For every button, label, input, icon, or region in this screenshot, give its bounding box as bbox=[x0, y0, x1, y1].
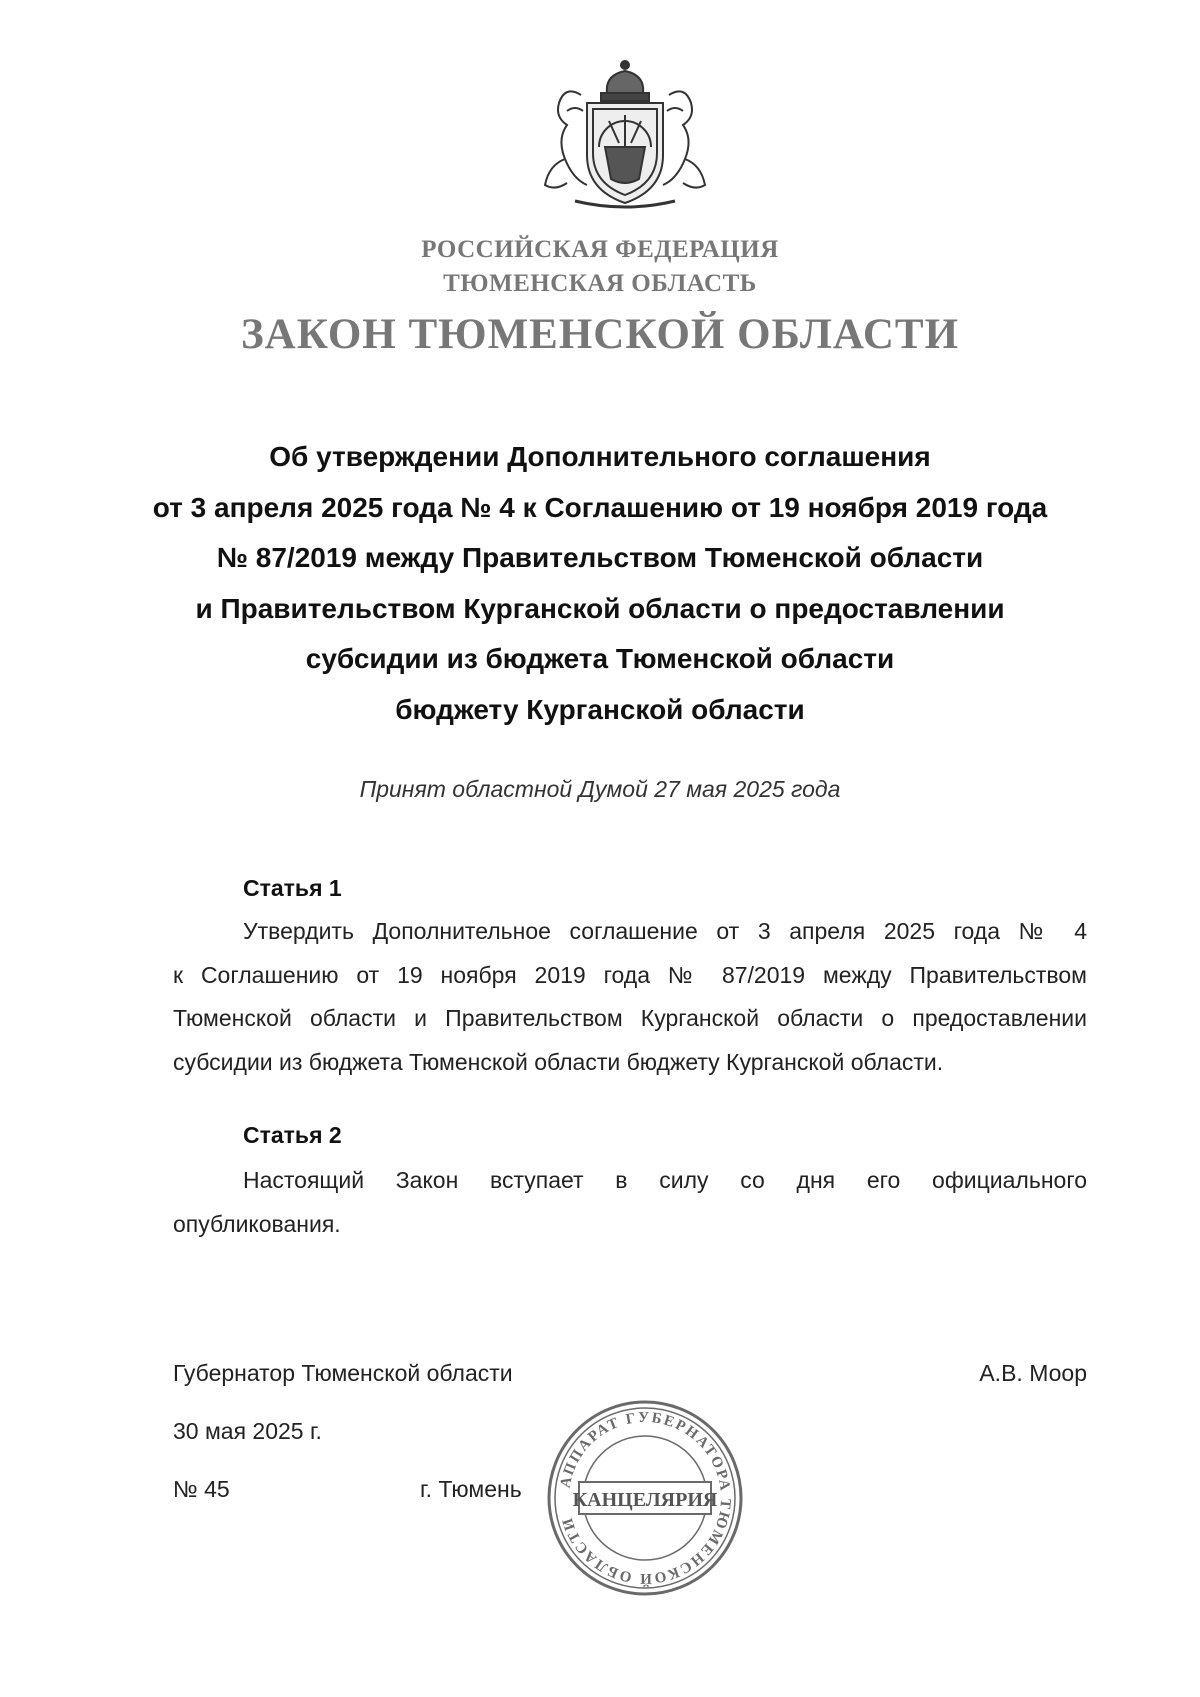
seal-ring-text: АППАРАТ ГУБЕРНАТОРА ТЮМЕНСКОЙ ОБЛАСТИ bbox=[557, 1409, 734, 1587]
paragraph-line: опубликования. bbox=[173, 1210, 341, 1237]
coat-of-arms-icon bbox=[535, 55, 715, 215]
seal-center-text: КАНЦЕЛЯРИЯ bbox=[572, 1489, 718, 1511]
signatory-name: А.В. Моор bbox=[979, 1360, 1087, 1386]
title-line: и Правительством Курганской области о предоставлении bbox=[195, 592, 1005, 624]
header-law-type: ЗАКОН ТЮМЕНСКОЙ ОБЛАСТИ bbox=[240, 311, 960, 358]
title-line: бюджету Курганской области bbox=[395, 693, 805, 725]
law-number: № 45 bbox=[173, 1476, 230, 1502]
article-2-heading: Статья 2 bbox=[243, 1122, 342, 1148]
header-country: РОССИЙСКАЯ ФЕДЕРАЦИЯ bbox=[421, 236, 779, 263]
paragraph-line: к Соглашению от 19 ноября 2019 года № 87/2019 между Правительством bbox=[173, 961, 1087, 988]
paragraph-line: Настоящий Закон вступает в силу со дня его официального bbox=[243, 1167, 1087, 1193]
adopted-note: Принят областной Думой 27 мая 2025 года bbox=[359, 776, 841, 802]
article-1-text bbox=[173, 910, 1087, 1084]
article-2-text bbox=[173, 1159, 1087, 1246]
title-line: Об утверждении Дополнительного соглашения bbox=[269, 441, 931, 472]
signatory-position: Губернатор Тюменской области bbox=[173, 1360, 513, 1386]
paragraph-line: Тюменской области и Правительством Курганской области о предоставлении bbox=[173, 1005, 1087, 1031]
title-line: от 3 апреля 2025 года № 4 к Соглашению от 19 ноября 2019 года bbox=[152, 491, 1048, 523]
signing-date: 30 мая 2025 г. bbox=[173, 1418, 322, 1444]
paragraph-line: Утвердить Дополнительное соглашение от 3 апреля 2025 года № 4 bbox=[243, 918, 1087, 944]
header-region: ТЮМЕНСКАЯ ОБЛАСТЬ bbox=[443, 270, 757, 297]
document-title bbox=[150, 432, 1050, 735]
title-line: № 87/2019 между Правительством Тюменской области bbox=[216, 542, 984, 573]
article-1-heading: Статья 1 bbox=[243, 875, 342, 901]
signing-city: г. Тюмень bbox=[420, 1476, 522, 1502]
paragraph-line: субсидии из бюджета Тюменской области бюджету Курганской области. bbox=[173, 1048, 944, 1075]
official-seal-icon bbox=[545, 1398, 745, 1598]
title-line: субсидии из бюджета Тюменской области bbox=[305, 643, 895, 674]
